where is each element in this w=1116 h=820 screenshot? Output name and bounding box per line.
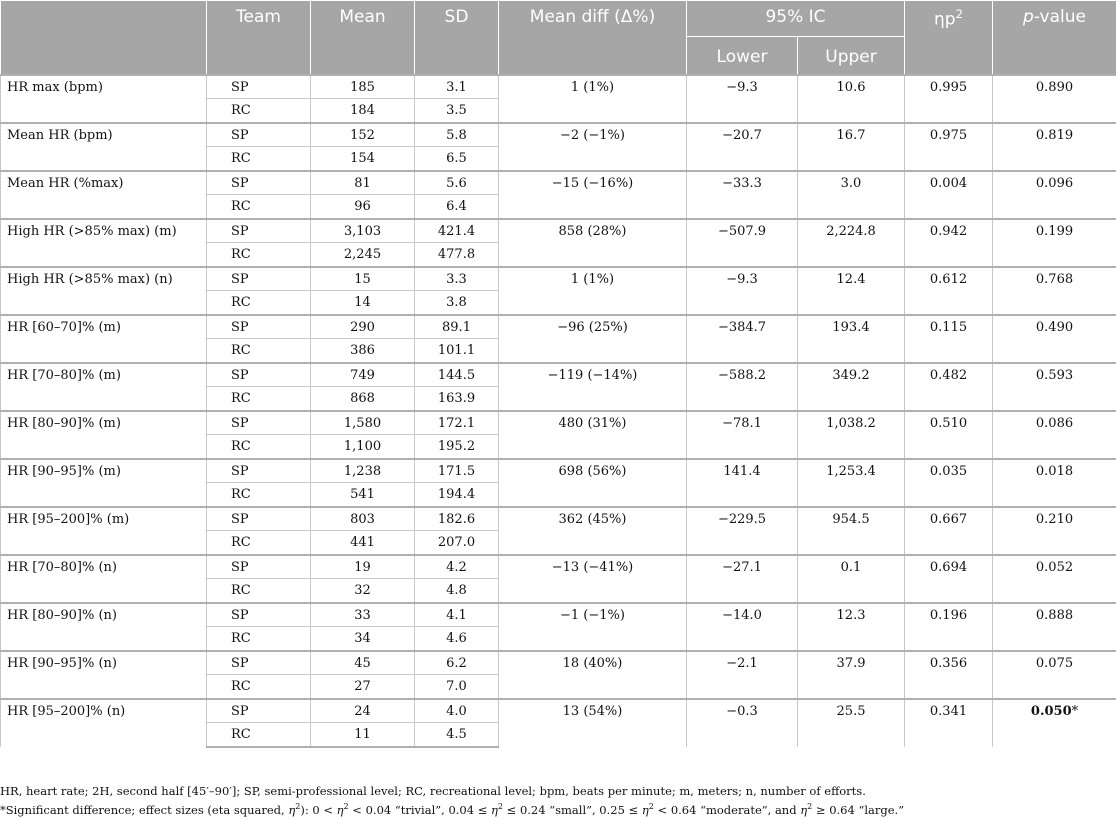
mean-cell: 749 — [311, 363, 415, 387]
p-value-cell — [993, 219, 1116, 267]
team-cell: RC — [207, 291, 311, 315]
mean-cell: 2,245 — [311, 243, 415, 267]
mean-cell: 33 — [311, 603, 415, 627]
ci-upper-cell: 0.1 — [798, 555, 905, 603]
sd-cell: 5.8 — [415, 123, 499, 147]
team-cell: RC — [207, 147, 311, 171]
p-value-cell — [993, 171, 1116, 219]
p-value: 0.890 — [1035, 79, 1074, 95]
team-cell: SP — [207, 459, 311, 483]
eta-symbol: η — [491, 802, 498, 817]
mean-cell: 81 — [311, 171, 415, 195]
table-row — [1, 363, 1116, 387]
eta-sup: 2 — [955, 7, 964, 21]
footnote-text: < 0.64 “moderate”, and — [653, 802, 801, 817]
team-cell: RC — [207, 531, 311, 555]
team-cell: RC — [207, 387, 311, 411]
header-mean: Mean — [311, 1, 415, 75]
ci-upper-cell: 193.4 — [798, 315, 905, 363]
eta-cell: 0.995 — [905, 75, 993, 123]
mean-cell: 1,100 — [311, 435, 415, 459]
footnote-text: < 0.04 “trivial”, 0.04 ≤ — [348, 802, 491, 817]
eta-cell: 0.115 — [905, 315, 993, 363]
mean-cell: 184 — [311, 99, 415, 123]
team-cell: RC — [207, 579, 311, 603]
mean-diff-cell: 1 (1%) — [499, 267, 687, 315]
p-value-cell — [993, 555, 1116, 603]
team-cell: SP — [207, 411, 311, 435]
mean-cell: 290 — [311, 315, 415, 339]
p-value-cell — [993, 411, 1116, 459]
eta-superscript: 2 — [807, 802, 813, 811]
header-upper: Upper — [798, 37, 905, 75]
ci-upper-cell: 25.5 — [798, 699, 905, 747]
ci-lower-cell: −2.1 — [687, 651, 798, 699]
ci-upper-cell: 1,253.4 — [798, 459, 905, 507]
table-row — [1, 459, 1116, 483]
team-cell: SP — [207, 315, 311, 339]
mean-cell: 386 — [311, 339, 415, 363]
sd-cell: 6.5 — [415, 147, 499, 171]
p-value: 0.768 — [1035, 271, 1074, 287]
team-cell: RC — [207, 339, 311, 363]
mean-cell: 96 — [311, 195, 415, 219]
eta-cell: 0.510 — [905, 411, 993, 459]
team-cell: SP — [207, 171, 311, 195]
footnote-text: ): 0 < — [300, 802, 337, 817]
mean-diff-cell: −13 (−41%) — [499, 555, 687, 603]
eta-superscript: 2 — [343, 802, 349, 811]
p-italic: p — [1023, 7, 1034, 27]
p-value-cell — [993, 267, 1116, 315]
footnote-text: ≤ 0.24 “small”, 0.25 ≤ — [503, 802, 642, 817]
variable-cell: HR [90–95]% (n) — [1, 651, 207, 699]
eta-superscript: 2 — [648, 802, 654, 811]
sd-cell: 4.8 — [415, 579, 499, 603]
ci-lower-cell: −27.1 — [687, 555, 798, 603]
mean-cell: 868 — [311, 387, 415, 411]
mean-cell: 45 — [311, 651, 415, 675]
mean-cell: 3,103 — [311, 219, 415, 243]
header-lower: Lower — [687, 37, 798, 75]
mean-diff-cell: 480 (31%) — [499, 411, 687, 459]
team-cell: RC — [207, 435, 311, 459]
variable-cell: HR [80–90]% (n) — [1, 603, 207, 651]
team-cell: RC — [207, 723, 311, 747]
sd-cell: 195.2 — [415, 435, 499, 459]
eta-base: ηp — [933, 9, 956, 30]
p-value-cell — [993, 75, 1116, 123]
p-value: 0.490 — [1035, 319, 1074, 335]
p-value: 0.075 — [1035, 655, 1074, 671]
header-team: Team — [207, 1, 311, 75]
p-value-cell — [993, 363, 1116, 411]
mean-cell: 27 — [311, 675, 415, 699]
variable-cell: HR max (bpm) — [1, 75, 207, 123]
eta-symbol: η — [336, 802, 344, 817]
p-value: 0.888 — [1035, 607, 1074, 623]
table-row — [1, 555, 1116, 579]
variable-cell: HR [70–80]% (n) — [1, 555, 207, 603]
ci-lower-cell: −588.2 — [687, 363, 798, 411]
mean-cell: 1,238 — [311, 459, 415, 483]
sd-cell: 101.1 — [415, 339, 499, 363]
ci-upper-cell: 12.3 — [798, 603, 905, 651]
eta-symbol: η — [641, 802, 649, 817]
p-rest: -value — [1033, 7, 1086, 27]
ci-lower-cell: −9.3 — [687, 267, 798, 315]
p-value: 0.096 — [1035, 175, 1074, 191]
mean-cell: 152 — [311, 123, 415, 147]
team-cell: SP — [207, 603, 311, 627]
footnote-abbreviations: HR, heart rate; 2H, second half [45′–90′]; SP, semi-professional level; RC, recreational level; bpm, beats per minute; m, meters; n, number of efforts. — [0, 784, 866, 798]
p-value: 0.052 — [1035, 559, 1074, 575]
sd-cell: 6.2 — [415, 651, 499, 675]
ci-upper-cell: 1,038.2 — [798, 411, 905, 459]
sd-cell: 6.4 — [415, 195, 499, 219]
ci-lower-cell: 141.4 — [687, 459, 798, 507]
eta-cell: 0.004 — [905, 171, 993, 219]
sd-cell: 3.1 — [415, 75, 499, 99]
team-cell: RC — [207, 243, 311, 267]
mean-cell: 541 — [311, 483, 415, 507]
team-cell: SP — [207, 651, 311, 675]
sd-cell: 4.0 — [415, 699, 499, 723]
table-row — [1, 603, 1116, 627]
sd-cell: 207.0 — [415, 531, 499, 555]
mean-cell: 154 — [311, 147, 415, 171]
mean-cell: 14 — [311, 291, 415, 315]
sd-cell: 4.2 — [415, 555, 499, 579]
ci-lower-cell: −384.7 — [687, 315, 798, 363]
header-sd: SD — [415, 1, 499, 75]
p-value: 0.593 — [1035, 367, 1074, 383]
eta-symbol: η — [800, 802, 808, 817]
mean-cell: 15 — [311, 267, 415, 291]
eta-cell: 0.356 — [905, 651, 993, 699]
ci-upper-cell: 37.9 — [798, 651, 905, 699]
table-row — [1, 123, 1116, 147]
variable-cell: HR [60–70]% (m) — [1, 315, 207, 363]
team-cell: RC — [207, 195, 311, 219]
sd-cell: 172.1 — [415, 411, 499, 435]
ci-upper-cell: 3.0 — [798, 171, 905, 219]
mean-cell: 803 — [311, 507, 415, 531]
eta-cell: 0.196 — [905, 603, 993, 651]
mean-diff-cell: −119 (−14%) — [499, 363, 687, 411]
table-header — [1, 1, 1116, 75]
sd-cell: 7.0 — [415, 675, 499, 699]
ci-lower-cell: −33.3 — [687, 171, 798, 219]
sd-cell: 144.5 — [415, 363, 499, 387]
variable-cell: High HR (>85% max) (m) — [1, 219, 207, 267]
ci-lower-cell: −14.0 — [687, 603, 798, 651]
table-row — [1, 507, 1116, 531]
sd-cell: 3.5 — [415, 99, 499, 123]
mean-diff-cell: 1 (1%) — [499, 75, 687, 123]
footnote-significance — [0, 802, 904, 817]
variable-cell: HR [90–95]% (m) — [1, 459, 207, 507]
sd-cell: 4.1 — [415, 603, 499, 627]
sd-cell: 171.5 — [415, 459, 499, 483]
mean-diff-cell: 698 (56%) — [499, 459, 687, 507]
mean-diff-cell: −96 (25%) — [499, 315, 687, 363]
footnote-text: *Significant difference; effect sizes (eta squared, — [0, 802, 289, 817]
p-value: 0.086 — [1035, 415, 1074, 431]
mean-cell: 11 — [311, 723, 415, 747]
ci-upper-cell: 2,224.8 — [798, 219, 905, 267]
mean-cell: 34 — [311, 627, 415, 651]
ci-upper-cell: 349.2 — [798, 363, 905, 411]
eta-superscript: 2 — [295, 802, 301, 811]
sd-cell: 89.1 — [415, 315, 499, 339]
significance-mark: * — [1071, 703, 1079, 719]
p-value: 0.199 — [1035, 223, 1074, 239]
mean-diff-cell: 18 (40%) — [499, 651, 687, 699]
ci-upper-cell: 954.5 — [798, 507, 905, 555]
table-row — [1, 219, 1116, 243]
variable-cell: HR [70–80]% (m) — [1, 363, 207, 411]
eta-symbol: η — [288, 802, 296, 817]
variable-cell: Mean HR (%max) — [1, 171, 207, 219]
header-ci: 95% IC — [687, 1, 905, 37]
table-row — [1, 411, 1116, 435]
p-value: 0.050 — [1030, 703, 1072, 719]
sd-cell: 4.6 — [415, 627, 499, 651]
team-cell: SP — [207, 267, 311, 291]
eta-cell: 0.667 — [905, 507, 993, 555]
p-value-cell — [993, 459, 1116, 507]
variable-cell: HR [95–200]% (n) — [1, 699, 207, 747]
table-row — [1, 699, 1116, 723]
table-row — [1, 171, 1116, 195]
mean-diff-cell: 13 (54%) — [499, 699, 687, 747]
mean-cell: 32 — [311, 579, 415, 603]
table-row — [1, 315, 1116, 339]
p-value: 0.018 — [1035, 463, 1074, 479]
footnote-text: ≥ 0.64 “large.” — [812, 802, 905, 817]
team-cell: SP — [207, 555, 311, 579]
p-value-cell — [993, 123, 1116, 171]
mean-diff-cell: −2 (−1%) — [499, 123, 687, 171]
p-value-cell — [993, 603, 1116, 651]
sd-cell: 4.5 — [415, 723, 499, 747]
team-cell: SP — [207, 123, 311, 147]
table-row — [1, 651, 1116, 675]
eta-cell: 0.612 — [905, 267, 993, 315]
eta-superscript: 2 — [497, 802, 504, 811]
ci-upper-cell: 12.4 — [798, 267, 905, 315]
ci-lower-cell: −9.3 — [687, 75, 798, 123]
ci-upper-cell: 10.6 — [798, 75, 905, 123]
sd-cell: 477.8 — [415, 243, 499, 267]
p-value: 0.819 — [1035, 127, 1074, 143]
variable-cell: High HR (>85% max) (n) — [1, 267, 207, 315]
team-cell: RC — [207, 99, 311, 123]
team-cell: RC — [207, 627, 311, 651]
mean-cell: 19 — [311, 555, 415, 579]
sd-cell: 194.4 — [415, 483, 499, 507]
sd-cell: 5.6 — [415, 171, 499, 195]
ci-lower-cell: −20.7 — [687, 123, 798, 171]
table-body — [1, 75, 1116, 747]
sd-cell: 163.9 — [415, 387, 499, 411]
ci-lower-cell: −507.9 — [687, 219, 798, 267]
eta-cell: 0.975 — [905, 123, 993, 171]
team-cell: RC — [207, 483, 311, 507]
team-cell: SP — [207, 699, 311, 723]
sd-cell: 3.8 — [415, 291, 499, 315]
eta-cell: 0.482 — [905, 363, 993, 411]
mean-cell: 1,580 — [311, 411, 415, 435]
header-p-value — [993, 1, 1116, 75]
mean-diff-cell: 362 (45%) — [499, 507, 687, 555]
mean-cell: 441 — [311, 531, 415, 555]
team-cell: SP — [207, 363, 311, 387]
p-value: 0.210 — [1035, 511, 1074, 527]
p-value-cell — [993, 651, 1116, 699]
team-cell: SP — [207, 219, 311, 243]
header-eta — [905, 1, 993, 75]
sd-cell: 182.6 — [415, 507, 499, 531]
sd-cell: 421.4 — [415, 219, 499, 243]
mean-diff-cell: −1 (−1%) — [499, 603, 687, 651]
ci-lower-cell: −78.1 — [687, 411, 798, 459]
table-row — [1, 75, 1116, 99]
eta-cell: 0.942 — [905, 219, 993, 267]
team-cell: SP — [207, 75, 311, 99]
table-row — [1, 267, 1116, 291]
header-variable — [1, 1, 207, 75]
eta-cell: 0.694 — [905, 555, 993, 603]
sd-cell: 3.3 — [415, 267, 499, 291]
team-cell: SP — [207, 507, 311, 531]
mean-diff-cell: 858 (28%) — [499, 219, 687, 267]
ci-lower-cell: −0.3 — [687, 699, 798, 747]
variable-cell: HR [80–90]% (m) — [1, 411, 207, 459]
eta-cell: 0.341 — [905, 699, 993, 747]
eta-cell: 0.035 — [905, 459, 993, 507]
header-mean-diff: Mean diff (Δ%) — [499, 1, 687, 75]
p-value-cell — [993, 315, 1116, 363]
variable-cell: HR [95–200]% (m) — [1, 507, 207, 555]
mean-cell: 185 — [311, 75, 415, 99]
team-cell: RC — [207, 675, 311, 699]
ci-upper-cell: 16.7 — [798, 123, 905, 171]
p-value-cell — [993, 699, 1116, 747]
ci-lower-cell: −229.5 — [687, 507, 798, 555]
mean-diff-cell: −15 (−16%) — [499, 171, 687, 219]
p-value-cell — [993, 507, 1116, 555]
mean-cell: 24 — [311, 699, 415, 723]
variable-cell: Mean HR (bpm) — [1, 123, 207, 171]
